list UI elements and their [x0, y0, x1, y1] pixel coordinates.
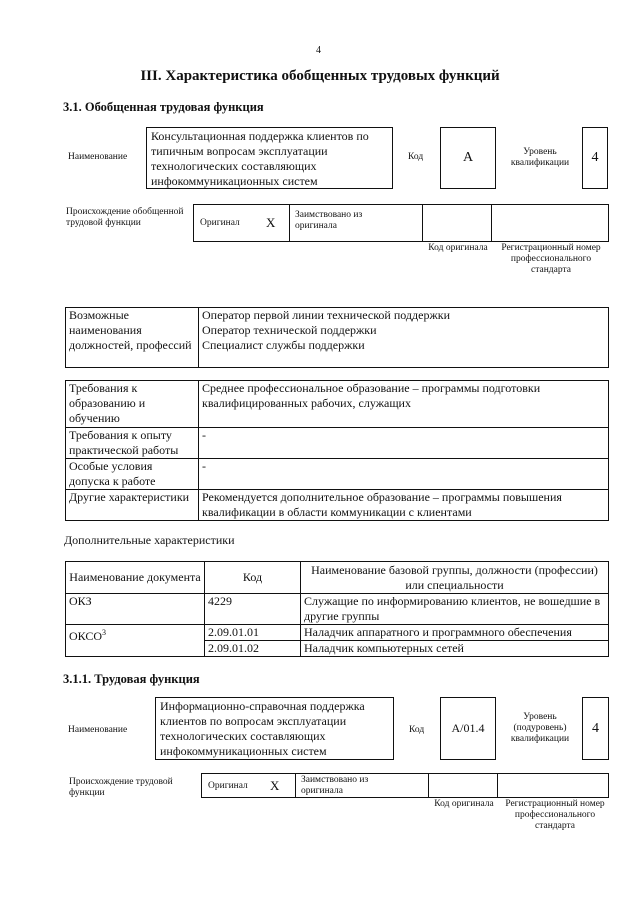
row-name: Служащие по информированию клиентов, не вошедшие в другие группы [301, 594, 609, 625]
tf-code-label: Код [409, 725, 425, 735]
gtf-name-box [146, 127, 393, 189]
gtf-code-original-label: Код оригинала [428, 243, 488, 253]
additional-heading: Дополнительные характеристики [64, 533, 235, 547]
requirements-table [65, 380, 609, 521]
gtf-level-label: Уровень квалификации [510, 147, 570, 168]
gtf-original-label: Оригинал [200, 218, 240, 228]
tf-name-box [155, 697, 394, 760]
requirements-row [66, 381, 609, 428]
tf-code-original-label: Код оригинала [434, 799, 494, 809]
tf-original-mark: X [270, 778, 280, 793]
additional-header-row [66, 562, 609, 594]
tf-code-box [440, 697, 496, 760]
requirement-value: - [199, 459, 609, 490]
gtf-code-value: A [462, 150, 474, 165]
requirement-value: Среднее профессиональное образование – программы подготовки квалифицированных рабочих, служащих [199, 381, 609, 428]
gtf-heading: 3.1. Обобщенная трудовая функция [63, 100, 264, 114]
tf-code-value: A/01.4 [451, 721, 485, 735]
row-name: Наладчик аппаратного и программного обеспечения [301, 625, 609, 641]
job-titles-values [199, 308, 609, 368]
row-doc: ОКЗ [66, 594, 205, 625]
row-doc-text: ОКСО [69, 629, 103, 643]
row-code: 2.09.01.01 [205, 625, 301, 641]
requirements-row [66, 490, 609, 521]
job-title-item: Оператор технической поддержки [202, 323, 377, 337]
tf-origin-box [201, 773, 609, 798]
table-row [66, 625, 609, 641]
job-title-item: Оператор первой линии технической поддержки [202, 308, 450, 322]
gtf-origin-label: Происхождение обобщенной трудовой функции [66, 207, 184, 228]
requirement-value: Рекомендуется дополнительное образование – программы повышения квалификации в области коммуникации с клиентами [199, 490, 609, 521]
gtf-code-label: Код [408, 152, 424, 162]
gtf-reg-number-label: Регистрационный номер профессионального стандарта [501, 243, 601, 275]
requirement-label: Другие характеристики [66, 490, 199, 521]
gtf-origin-box [193, 204, 609, 242]
tf-origin-label: Происхождение трудовой функции [69, 777, 173, 798]
requirements-row [66, 428, 609, 459]
job-title-item: Специалист службы поддержки [202, 338, 365, 352]
table-row [66, 594, 609, 625]
page-number: 4 [316, 45, 321, 56]
col-code-header: Код [205, 562, 301, 594]
col-name-header: Наименование базовой группы, должности (профессии) или специальности [301, 562, 609, 594]
requirement-value: - [199, 428, 609, 459]
requirements-row [66, 459, 609, 490]
requirement-label: Особые условия допуска к работе [66, 459, 199, 490]
tf-level-label: Уровень (подуровень) квалификации [510, 712, 570, 744]
gtf-level-box [582, 127, 608, 189]
tf-level-value: 4 [592, 720, 599, 736]
requirement-label: Требования к образованию и обучению [66, 381, 199, 428]
tf-original-label: Оригинал [208, 781, 248, 791]
row-doc [66, 625, 205, 657]
gtf-name-label: Наименование [68, 152, 128, 162]
gtf-original-mark: X [266, 215, 276, 230]
col-doc-header: Наименование документа [66, 562, 205, 594]
tf-level-box [582, 697, 609, 760]
gtf-level-value: 4 [591, 150, 599, 165]
requirement-label: Требования к опыту практической работы [66, 428, 199, 459]
tf-name-value: Информационно-справочная поддержка клиентов по вопросам эксплуатации технологических составляющих инфокоммуникационных систем [160, 699, 365, 758]
row-name: Наладчик компьютерных сетей [301, 641, 609, 657]
job-titles-table [65, 307, 609, 368]
section-title: III. Характеристика обобщенных трудовых функций [140, 68, 500, 84]
job-titles-label: Возможные наименования должностей, профессий [66, 308, 199, 368]
tf-heading: 3.1.1. Трудовая функция [63, 672, 200, 686]
row-code: 4229 [205, 594, 301, 625]
gtf-name-value: Консультационная поддержка клиентов по типичным вопросам эксплуатации технологических составляющих инфокоммуникационных систем [151, 129, 369, 188]
row-code: 2.09.01.02 [205, 641, 301, 657]
tf-name-label: Наименование [68, 725, 128, 735]
tf-reg-number-label: Регистрационный номер профессионального стандарта [505, 799, 605, 831]
gtf-code-box [440, 127, 496, 189]
row-doc-sup: 3 [102, 628, 107, 637]
gtf-borrowed-label: Заимствовано из оригинала [295, 210, 363, 231]
additional-table [65, 561, 609, 657]
tf-borrowed-label: Заимствовано из оригинала [301, 775, 369, 796]
